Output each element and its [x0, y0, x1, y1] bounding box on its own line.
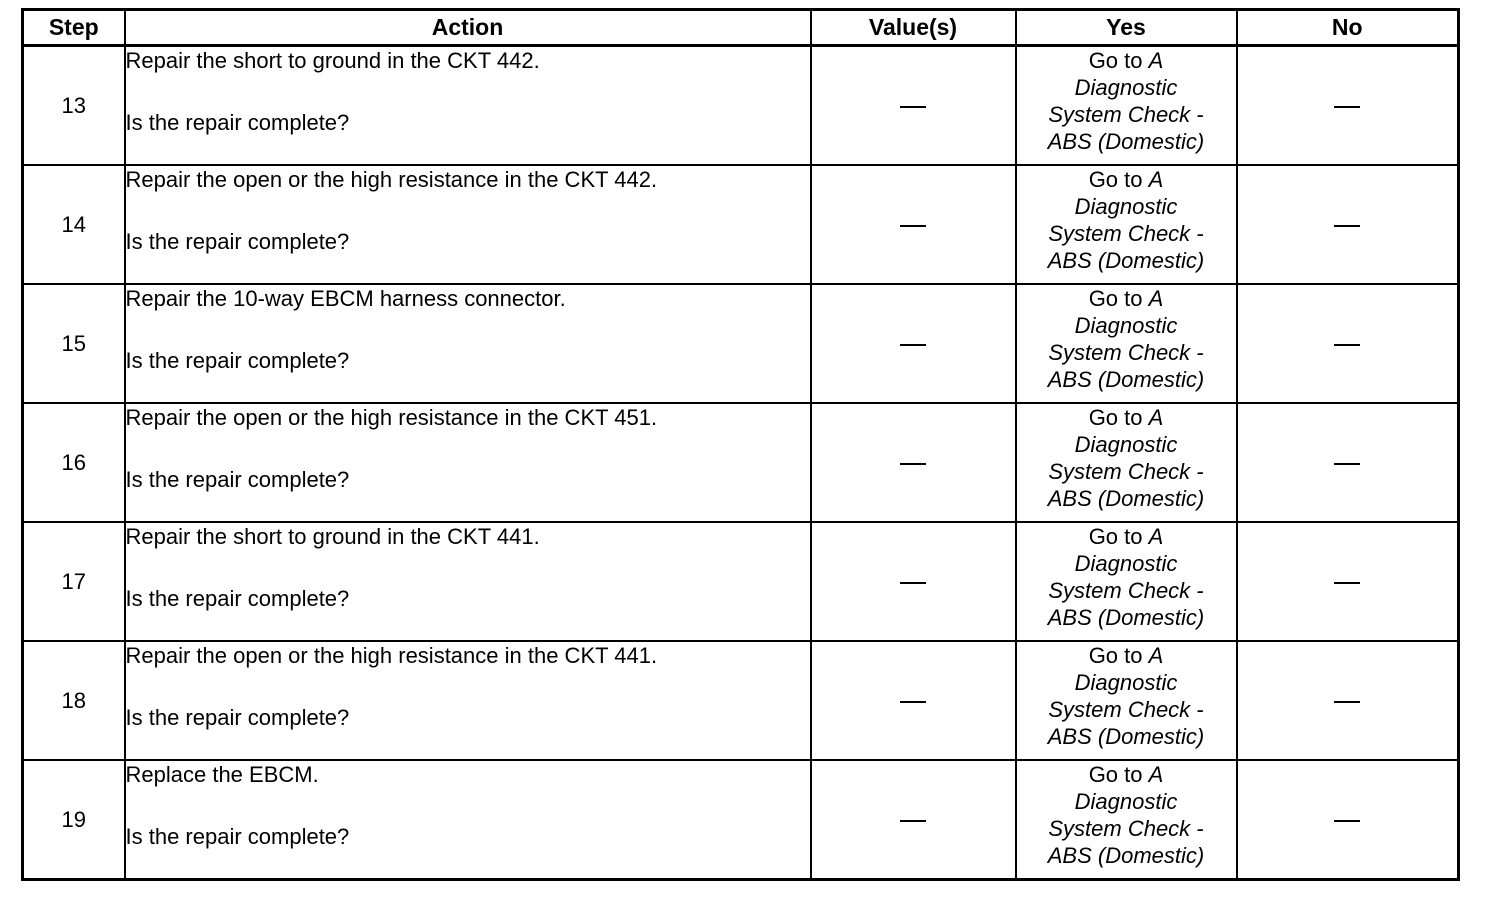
dash-mark: [900, 820, 926, 822]
step-number: 13: [23, 46, 125, 166]
header-row: [23, 10, 1459, 46]
action-question: Is the repair complete?: [125, 110, 350, 135]
step-number: 18: [23, 641, 125, 760]
value-cell: [811, 641, 1016, 760]
yes-goto-text: Go to: [1088, 524, 1143, 549]
table-row: [23, 522, 1459, 641]
action-instruction: Repair the short to ground in the CKT 441.: [125, 524, 540, 549]
value-cell: [811, 760, 1016, 880]
yes-link-line4[interactable]: ABS (Domestic): [1047, 129, 1205, 154]
action-question: Is the repair complete?: [125, 229, 350, 254]
value-cell: [811, 46, 1016, 166]
header-action: Action: [125, 10, 811, 46]
yes-link-line4[interactable]: ABS (Domestic): [1047, 605, 1205, 630]
yes-link-a[interactable]: A: [1148, 167, 1164, 192]
yes-link-line3[interactable]: System Check -: [1048, 340, 1204, 365]
yes-goto-text: Go to: [1088, 762, 1143, 787]
diagnostic-table: [21, 8, 1460, 881]
action-cell: [125, 46, 811, 166]
no-cell: [1237, 760, 1459, 880]
dash-mark: [1334, 225, 1360, 227]
dash-mark: [1334, 106, 1360, 108]
step-number: 17: [23, 522, 125, 641]
value-cell: [811, 165, 1016, 284]
table-row: [23, 403, 1459, 522]
action-instruction: Repair the short to ground in the CKT 442.: [125, 48, 540, 73]
yes-link-line4[interactable]: ABS (Domestic): [1047, 724, 1205, 749]
yes-cell: [1016, 46, 1237, 166]
action-cell: [125, 522, 811, 641]
yes-link-a[interactable]: A: [1148, 405, 1164, 430]
dash-mark: [1334, 582, 1360, 584]
dash-mark: [1334, 820, 1360, 822]
action-instruction: Repair the open or the high resistance in the CKT 442.: [125, 167, 658, 192]
dash-mark: [1334, 701, 1360, 703]
table-row: [23, 46, 1459, 166]
value-cell: [811, 284, 1016, 403]
yes-link-line2[interactable]: Diagnostic: [1074, 313, 1178, 338]
step-number: 19: [23, 760, 125, 880]
yes-link-a[interactable]: A: [1148, 524, 1164, 549]
header-step: Step: [23, 10, 125, 46]
dash-mark: [1334, 344, 1360, 346]
yes-link-a[interactable]: A: [1148, 643, 1164, 668]
yes-goto-text: Go to: [1088, 167, 1143, 192]
yes-cell: [1016, 760, 1237, 880]
action-instruction: Repair the open or the high resistance in the CKT 451.: [125, 405, 658, 430]
step-number: 16: [23, 403, 125, 522]
yes-goto-text: Go to: [1088, 643, 1143, 668]
table-row: [23, 165, 1459, 284]
yes-link-line3[interactable]: System Check -: [1048, 816, 1204, 841]
yes-link-line2[interactable]: Diagnostic: [1074, 789, 1178, 814]
header-yes: Yes: [1016, 10, 1237, 46]
yes-link-line3[interactable]: System Check -: [1048, 459, 1204, 484]
action-instruction: Repair the open or the high resistance in the CKT 441.: [125, 643, 658, 668]
yes-link-line2[interactable]: Diagnostic: [1074, 432, 1178, 457]
yes-link-line4[interactable]: ABS (Domestic): [1047, 367, 1205, 392]
action-cell: [125, 760, 811, 880]
action-question: Is the repair complete?: [125, 705, 350, 730]
action-question: Is the repair complete?: [125, 467, 350, 492]
yes-link-line2[interactable]: Diagnostic: [1074, 75, 1178, 100]
yes-link-a[interactable]: A: [1148, 286, 1164, 311]
yes-link-line2[interactable]: Diagnostic: [1074, 551, 1178, 576]
dash-mark: [900, 582, 926, 584]
yes-goto-text: Go to: [1088, 48, 1143, 73]
yes-goto-text: Go to: [1088, 405, 1143, 430]
value-cell: [811, 522, 1016, 641]
no-cell: [1237, 46, 1459, 166]
no-cell: [1237, 165, 1459, 284]
dash-mark: [900, 463, 926, 465]
action-cell: [125, 284, 811, 403]
yes-link-line3[interactable]: System Check -: [1048, 578, 1204, 603]
no-cell: [1237, 284, 1459, 403]
yes-cell: [1016, 522, 1237, 641]
yes-link-line4[interactable]: ABS (Domestic): [1047, 248, 1205, 273]
yes-cell: [1016, 165, 1237, 284]
action-question: Is the repair complete?: [125, 348, 350, 373]
yes-link-line4[interactable]: ABS (Domestic): [1047, 486, 1205, 511]
no-cell: [1237, 641, 1459, 760]
dash-mark: [900, 701, 926, 703]
yes-cell: [1016, 284, 1237, 403]
table-row: [23, 284, 1459, 403]
table-row: [23, 641, 1459, 760]
no-cell: [1237, 522, 1459, 641]
yes-link-line2[interactable]: Diagnostic: [1074, 194, 1178, 219]
value-cell: [811, 403, 1016, 522]
action-cell: [125, 403, 811, 522]
yes-link-line2[interactable]: Diagnostic: [1074, 670, 1178, 695]
table-row: [23, 760, 1459, 880]
action-cell: [125, 165, 811, 284]
yes-link-a[interactable]: A: [1148, 48, 1164, 73]
yes-link-a[interactable]: A: [1148, 762, 1164, 787]
yes-link-line4[interactable]: ABS (Domestic): [1047, 843, 1205, 868]
yes-goto-text: Go to: [1088, 286, 1143, 311]
yes-cell: [1016, 641, 1237, 760]
step-number: 15: [23, 284, 125, 403]
header-no: No: [1237, 10, 1459, 46]
table-body: [23, 46, 1459, 880]
no-cell: [1237, 403, 1459, 522]
action-cell: [125, 641, 811, 760]
yes-cell: [1016, 403, 1237, 522]
header-values: Value(s): [811, 10, 1016, 46]
action-question: Is the repair complete?: [125, 824, 350, 849]
yes-link-line3[interactable]: System Check -: [1048, 697, 1204, 722]
action-instruction: Repair the 10-way EBCM harness connector.: [125, 286, 566, 311]
dash-mark: [1334, 463, 1360, 465]
dash-mark: [900, 225, 926, 227]
dash-mark: [900, 106, 926, 108]
step-number: 14: [23, 165, 125, 284]
yes-link-line3[interactable]: System Check -: [1048, 221, 1204, 246]
action-question: Is the repair complete?: [125, 586, 350, 611]
yes-link-line3[interactable]: System Check -: [1048, 102, 1204, 127]
action-instruction: Replace the EBCM.: [125, 762, 319, 787]
dash-mark: [900, 344, 926, 346]
